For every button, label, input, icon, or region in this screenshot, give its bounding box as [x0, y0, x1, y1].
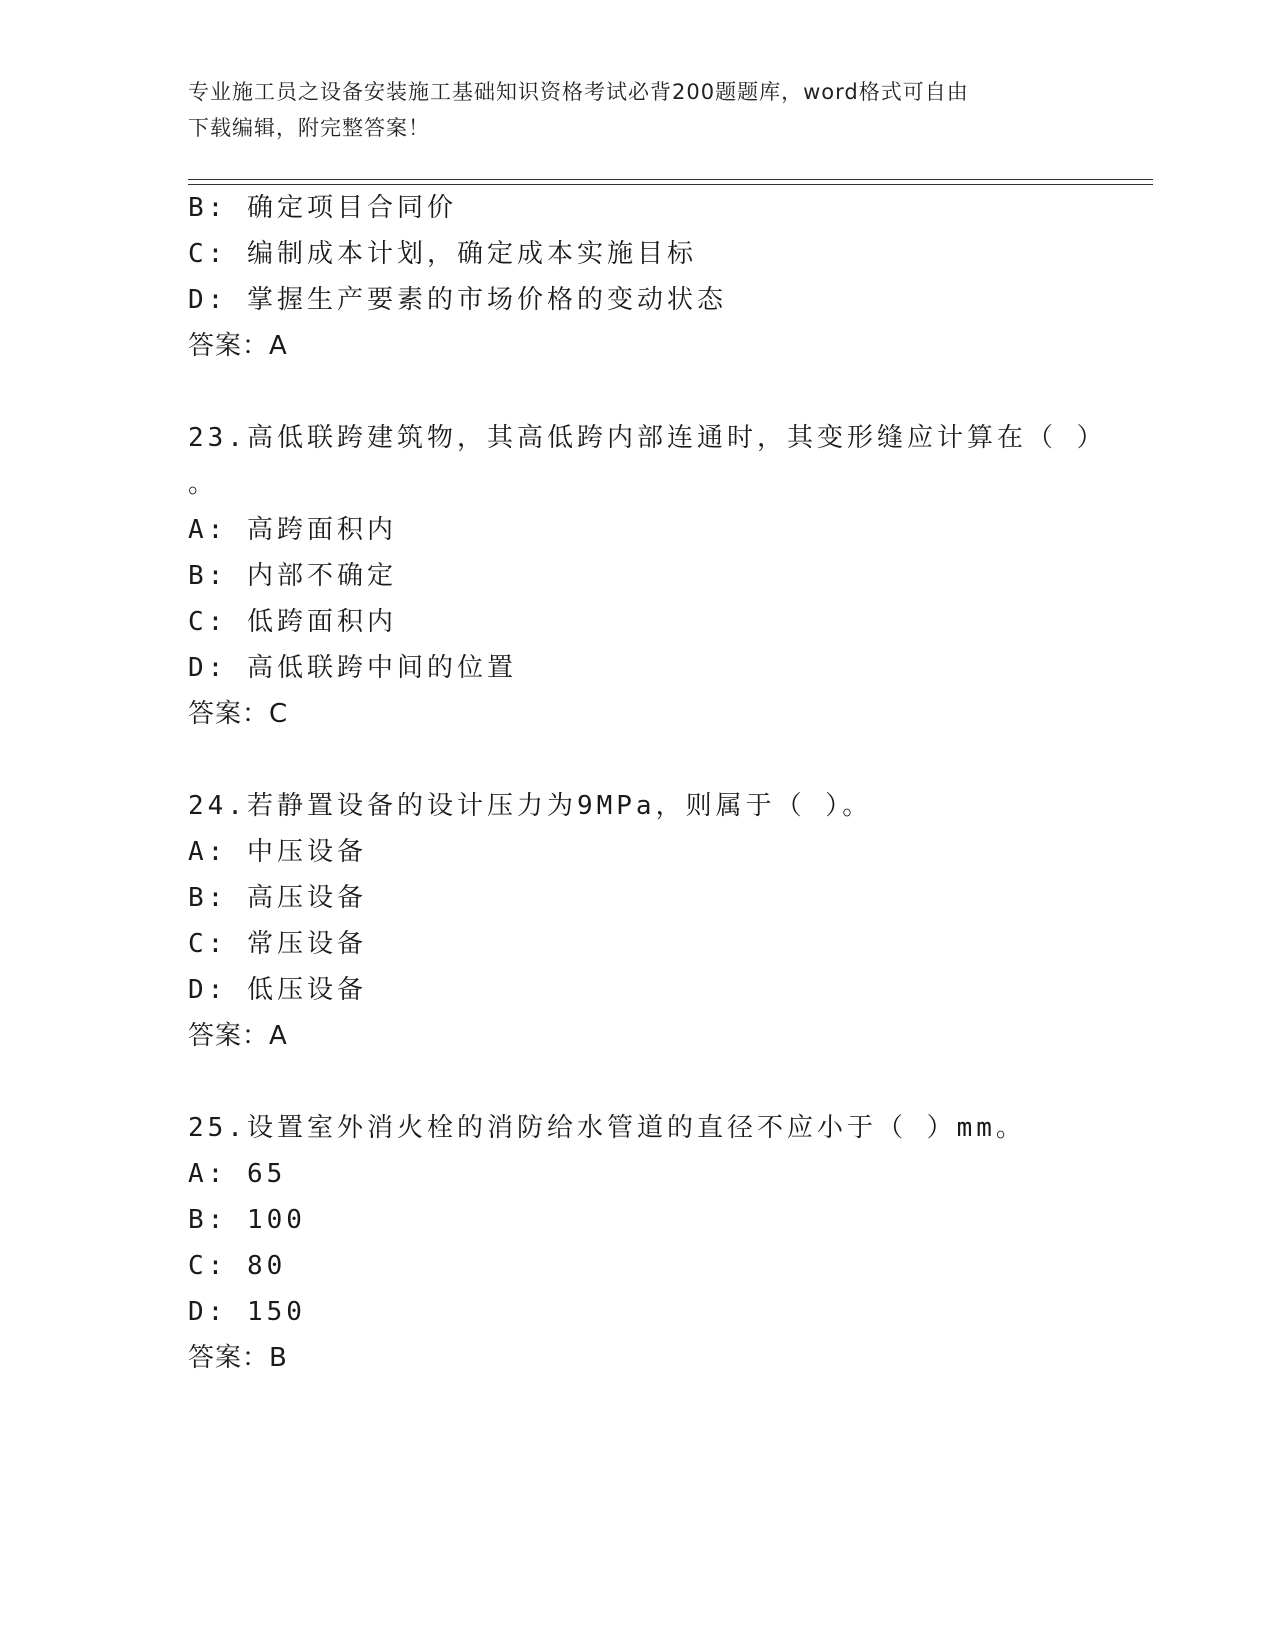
option-a: A: 65: [188, 1159, 287, 1189]
option-c: C: 低跨面积内: [188, 607, 397, 637]
option-a: A: 高跨面积内: [188, 515, 397, 545]
answer: 答案：B: [188, 1343, 288, 1373]
option-a: A: 中压设备: [188, 837, 367, 867]
question-stem: 23.高低联跨建筑物，其高低跨内部连通时，其变形缝应计算在（ ）: [188, 423, 1107, 453]
option-b: B: 确定项目合同价: [188, 193, 457, 223]
header-divider-bottom: [188, 184, 1153, 185]
header-line-2: 下载编辑，附完整答案！: [188, 116, 430, 140]
answer: 答案：A: [188, 331, 288, 361]
document-header: [188, 74, 1088, 146]
question-stem: 24.若静置设备的设计压力为9MPa，则属于（ ）。: [188, 791, 873, 821]
option-c: C: 常压设备: [188, 929, 367, 959]
option-d: D: 低压设备: [188, 975, 367, 1005]
option-c: C: 80: [188, 1251, 287, 1281]
option-c: C: 编制成本计划，确定成本实施目标: [188, 239, 697, 269]
option-d: D: 掌握生产要素的市场价格的变动状态: [188, 285, 727, 315]
option-d: D: 150: [188, 1297, 306, 1327]
answer: 答案：C: [188, 699, 289, 729]
question-stem-continuation: 。: [188, 469, 219, 499]
option-d: D: 高低联跨中间的位置: [188, 653, 517, 683]
option-b: B: 高压设备: [188, 883, 367, 913]
question-stem: 25.设置室外消火栓的消防给水管道的直径不应小于（ ）mm。: [188, 1113, 1026, 1143]
header-line-1: 专业施工员之设备安装施工基础知识资格考试必背200题题库，word格式可自由: [188, 80, 969, 104]
option-b: B: 100: [188, 1205, 306, 1235]
header-divider-top: [188, 179, 1153, 180]
option-b: B: 内部不确定: [188, 561, 397, 591]
answer: 答案：A: [188, 1021, 288, 1051]
